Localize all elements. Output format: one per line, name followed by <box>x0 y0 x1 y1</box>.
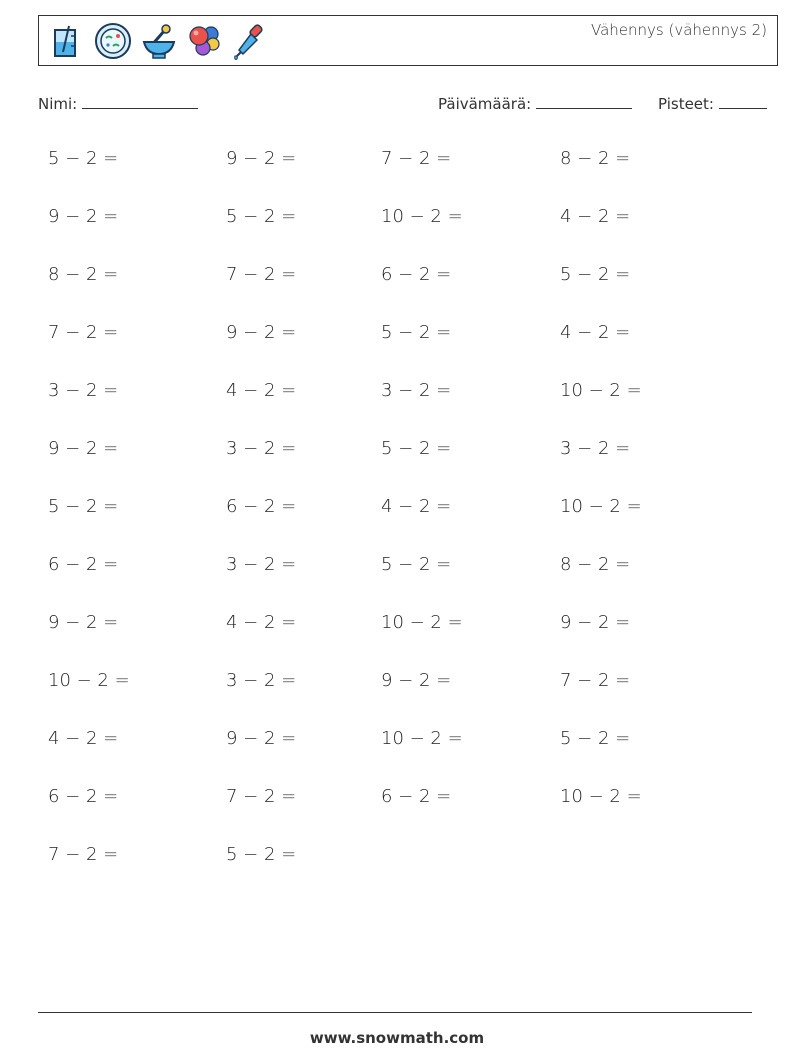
date-blank[interactable] <box>536 94 632 109</box>
score-blank[interactable] <box>719 94 767 109</box>
subtraction-problem: 10 − 2 = <box>381 206 463 227</box>
subtraction-problem: 4 − 2 = <box>226 612 297 633</box>
worksheet-header <box>38 15 778 66</box>
subtraction-problem: 5 − 2 = <box>560 264 631 285</box>
subtraction-problem: 4 − 2 = <box>48 728 119 749</box>
mortar-pestle-icon <box>141 22 177 60</box>
subtraction-problem: 5 − 2 = <box>381 554 452 575</box>
subtraction-problem: 10 − 2 = <box>48 670 130 691</box>
subtraction-problem: 7 − 2 = <box>226 264 297 285</box>
icon-strip <box>47 22 267 60</box>
petri-dish-icon <box>93 22 133 60</box>
name-blank[interactable] <box>82 94 198 109</box>
subtraction-problem: 9 − 2 = <box>48 438 119 459</box>
subtraction-problem: 5 − 2 = <box>560 728 631 749</box>
subtraction-problem: 6 − 2 = <box>226 496 297 517</box>
footer-divider <box>38 1012 752 1013</box>
subtraction-problem: 3 − 2 = <box>226 670 297 691</box>
date-label: Päivämäärä: <box>438 95 532 113</box>
subtraction-problem: 9 − 2 = <box>381 670 452 691</box>
score-label: Pisteet: <box>658 95 714 113</box>
subtraction-problem: 7 − 2 = <box>48 844 119 865</box>
subtraction-problem: 5 − 2 = <box>226 844 297 865</box>
subtraction-problem: 9 − 2 = <box>226 728 297 749</box>
subtraction-problem: 4 − 2 = <box>560 206 631 227</box>
subtraction-problem: 10 − 2 = <box>560 496 642 517</box>
name-field <box>38 94 198 113</box>
footer-url: www.snowmath.com <box>309 1029 485 1047</box>
subtraction-problem: 9 − 2 = <box>226 148 297 169</box>
worksheet-title: Vähennys (vähennys 2) <box>590 21 767 39</box>
subtraction-problem: 5 − 2 = <box>381 438 452 459</box>
score-field <box>658 94 767 113</box>
subtraction-problem: 6 − 2 = <box>48 554 119 575</box>
subtraction-problem: 5 − 2 = <box>226 206 297 227</box>
subtraction-problem: 7 − 2 = <box>226 786 297 807</box>
subtraction-problem: 3 − 2 = <box>226 554 297 575</box>
subtraction-problem: 3 − 2 = <box>48 380 119 401</box>
beaker-icon <box>47 22 85 60</box>
subtraction-problem: 7 − 2 = <box>48 322 119 343</box>
subtraction-problem: 10 − 2 = <box>381 728 463 749</box>
subtraction-problem: 9 − 2 = <box>226 322 297 343</box>
subtraction-problem: 10 − 2 = <box>560 380 642 401</box>
subtraction-problem: 9 − 2 = <box>560 612 631 633</box>
subtraction-problem: 3 − 2 = <box>226 438 297 459</box>
subtraction-problem: 9 − 2 = <box>48 206 119 227</box>
subtraction-problem: 4 − 2 = <box>381 496 452 517</box>
subtraction-problem: 10 − 2 = <box>381 612 463 633</box>
subtraction-problem: 8 − 2 = <box>560 554 631 575</box>
subtraction-problem: 10 − 2 = <box>560 786 642 807</box>
student-fields <box>38 94 778 116</box>
molecule-balls-icon <box>185 22 223 60</box>
subtraction-problem: 8 − 2 = <box>560 148 631 169</box>
subtraction-problem: 5 − 2 = <box>48 496 119 517</box>
pipette-icon <box>231 22 267 60</box>
subtraction-problem: 3 − 2 = <box>560 438 631 459</box>
subtraction-problem: 7 − 2 = <box>560 670 631 691</box>
subtraction-problem: 7 − 2 = <box>381 148 452 169</box>
subtraction-problem: 6 − 2 = <box>381 786 452 807</box>
subtraction-problem: 3 − 2 = <box>381 380 452 401</box>
subtraction-problem: 4 − 2 = <box>226 380 297 401</box>
date-field <box>438 94 632 113</box>
subtraction-problem: 6 − 2 = <box>48 786 119 807</box>
subtraction-problem: 6 − 2 = <box>381 264 452 285</box>
subtraction-problem: 4 − 2 = <box>560 322 631 343</box>
subtraction-problem: 5 − 2 = <box>48 148 119 169</box>
subtraction-problem: 9 − 2 = <box>48 612 119 633</box>
name-label: Nimi: <box>38 95 78 113</box>
subtraction-problem: 8 − 2 = <box>48 264 119 285</box>
subtraction-problem: 5 − 2 = <box>381 322 452 343</box>
